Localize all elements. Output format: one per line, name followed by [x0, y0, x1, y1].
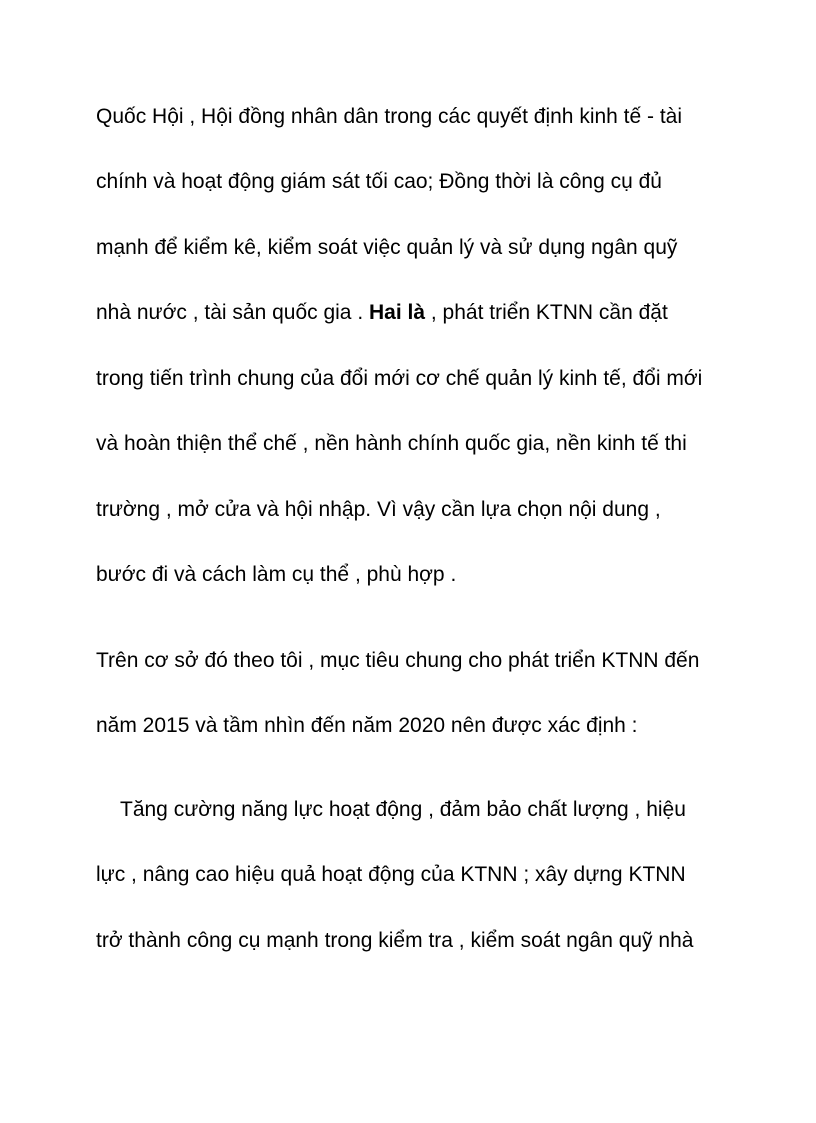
- paragraph-3-line-3: trở thành công cụ mạnh trong kiểm tra , kiểm soát ngân quỹ nhà: [96, 929, 694, 952]
- paragraph-1-line-3: mạnh để kiểm kê, kiểm soát việc quản lý và sử dụng ngân quỹ: [96, 236, 678, 259]
- paragraph-3-line-2: lực , nâng cao hiệu quả hoạt động của KTNN ; xây dựng KTNN: [96, 863, 686, 886]
- paragraph-2-line-1: Trên cơ sở đó theo tôi , mục tiêu chung cho phát triển KTNN đến: [96, 649, 700, 672]
- paragraph-1-line-8: bước đi và cách làm cụ thể , phù hợp .: [96, 563, 457, 586]
- line-4-text-before: nhà nước , tài sản quốc gia .: [96, 301, 369, 324]
- line-4-text-after: , phát triển KTNN cần đặt: [425, 301, 668, 324]
- paragraph-3-line-1: Tăng cường năng lực hoạt động , đảm bảo chất lượng , hiệu: [120, 798, 686, 821]
- paragraph-1-line-6: và hoàn thiện thể chế , nền hành chính quốc gia, nền kinh tế thi: [96, 432, 687, 455]
- paragraph-2-line-2: năm 2015 và tầm nhìn đến năm 2020 nên được xác định :: [96, 714, 638, 737]
- paragraph-1-line-1: Quốc Hội , Hội đồng nhân dân trong các quyết định kinh tế - tài: [96, 105, 683, 128]
- hai-la-bold-text: Hai là: [369, 301, 426, 324]
- paragraph-1-line-4: [96, 300, 668, 326]
- paragraph-1-line-7: trường , mở cửa và hội nhập. Vì vậy cần lựa chọn nội dung ,: [96, 498, 661, 521]
- paragraph-1-line-2: chính và hoạt động giám sát tối cao; Đồng thời là công cụ đủ: [96, 170, 662, 193]
- paragraph-1-line-5: trong tiến trình chung của đổi mới cơ chế quản lý kinh tế, đổi mới: [96, 367, 703, 390]
